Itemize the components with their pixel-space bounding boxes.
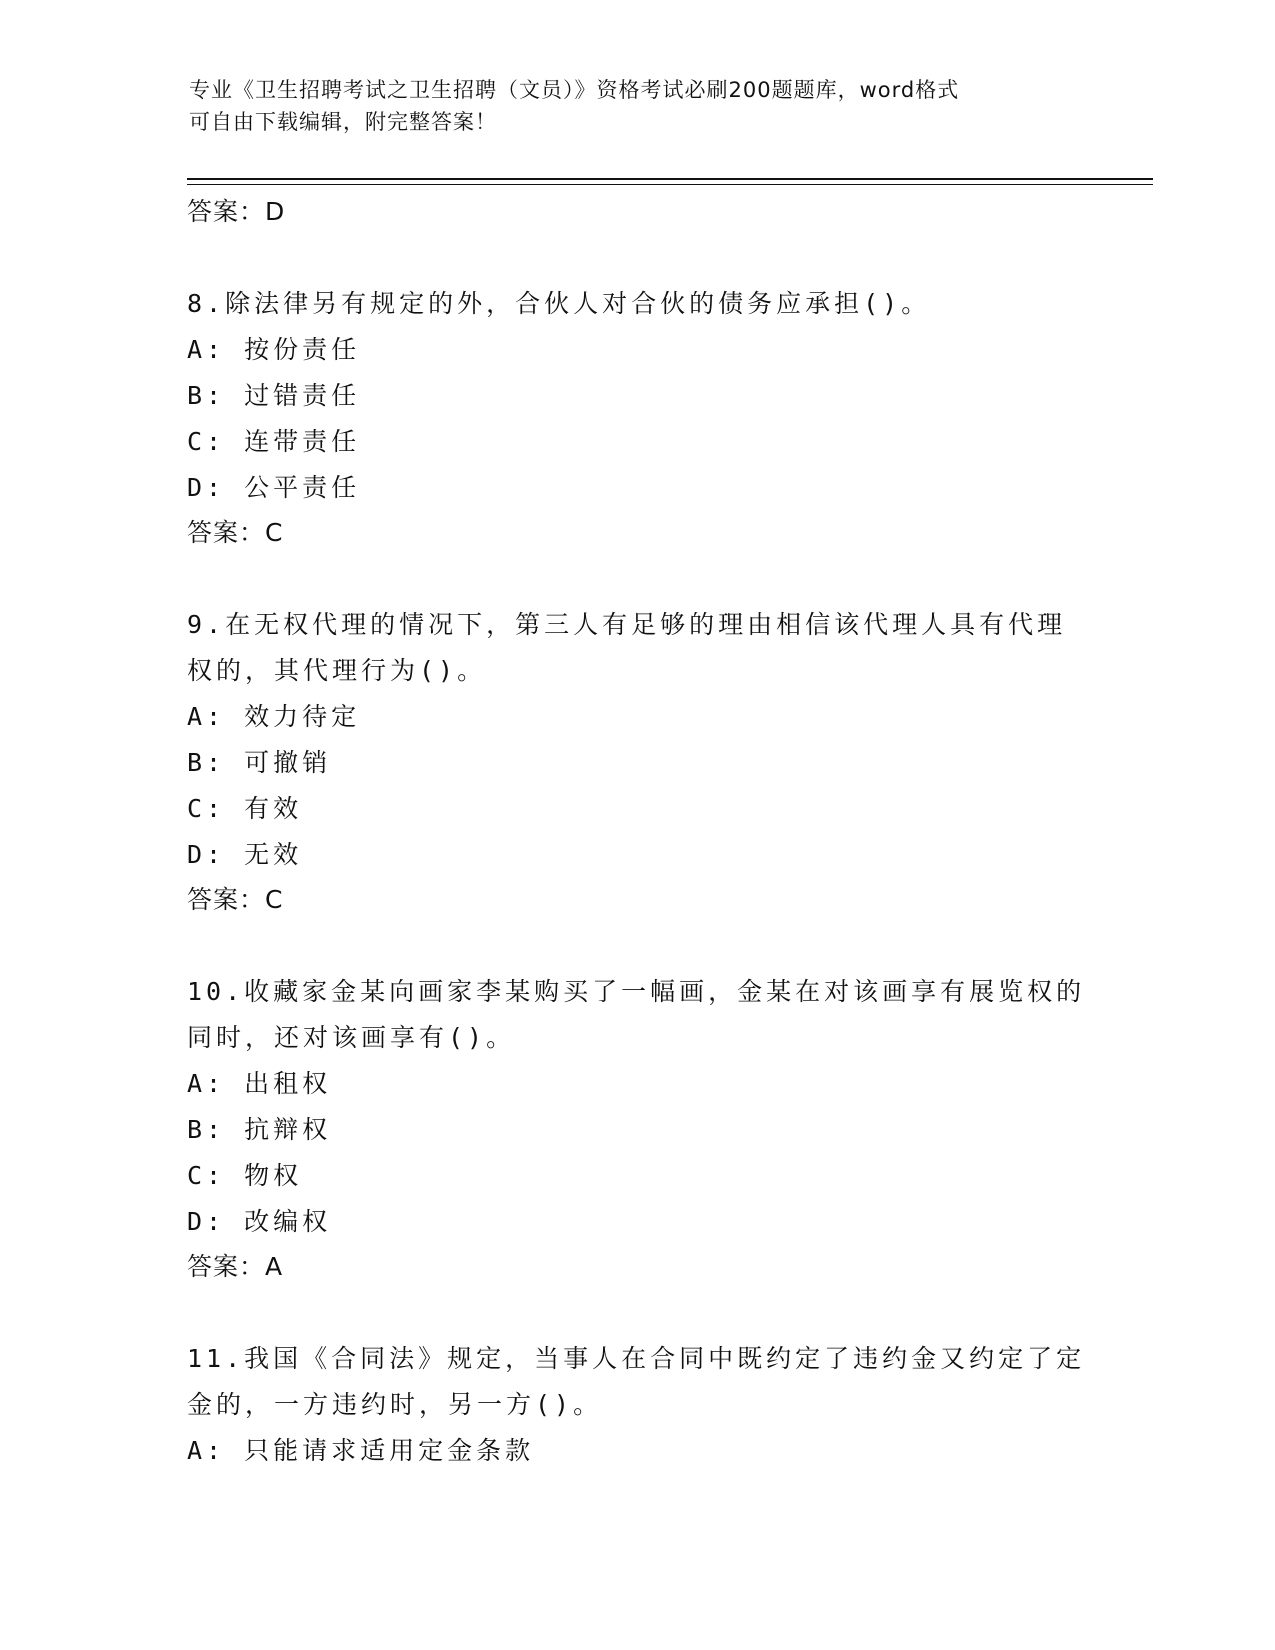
header-line-2: 可自由下载编辑，附完整答案！ (189, 110, 497, 134)
option-a: A: 出租权 (187, 1069, 332, 1098)
question-block-11 (187, 1336, 1087, 1474)
option-b: B: 可撤销 (187, 748, 332, 777)
option-a: A: 按份责任 (187, 335, 361, 364)
option-b: B: 过错责任 (187, 381, 361, 410)
question-text: 11.我国《合同法》规定，当事人在合同中既约定了违约金又约定了定金的，一方违约时，另一方()。 (187, 1344, 1086, 1419)
question-text: 8.除法律另有规定的外，合伙人对合伙的债务应承担()。 (187, 289, 931, 318)
document-body (187, 190, 1087, 1474)
option-c: C: 物权 (187, 1161, 303, 1190)
question-block-9 (187, 602, 1087, 922)
answer-text: 答案：A (187, 1252, 284, 1281)
option-a: A: 只能请求适用定金条款 (187, 1436, 535, 1465)
option-d: D: 改编权 (187, 1207, 332, 1236)
header-divider-bottom (187, 184, 1153, 185)
answer-text: 答案：C (187, 885, 284, 914)
option-a: A: 效力待定 (187, 702, 361, 731)
document-header (189, 74, 1089, 138)
option-d: D: 公平责任 (187, 473, 361, 502)
header-divider-top (187, 178, 1153, 180)
option-d: D: 无效 (187, 840, 303, 869)
previous-answer: 答案：D (187, 197, 286, 226)
answer-text: 答案：C (187, 518, 284, 547)
header-line-1: 专业《卫生招聘考试之卫生招聘（文员）》资格考试必刷200题题库，word格式 (189, 78, 960, 102)
question-text: 9.在无权代理的情况下，第三人有足够的理由相信该代理人具有代理权的，其代理行为()。 (187, 610, 1067, 685)
option-c: C: 连带责任 (187, 427, 361, 456)
question-block-8 (187, 281, 1087, 555)
option-c: C: 有效 (187, 794, 303, 823)
question-block-10 (187, 969, 1087, 1289)
question-text: 10.收藏家金某向画家李某购买了一幅画，金某在对该画享有展览权的同时，还对该画享有()。 (187, 977, 1086, 1052)
option-b: B: 抗辩权 (187, 1115, 332, 1144)
